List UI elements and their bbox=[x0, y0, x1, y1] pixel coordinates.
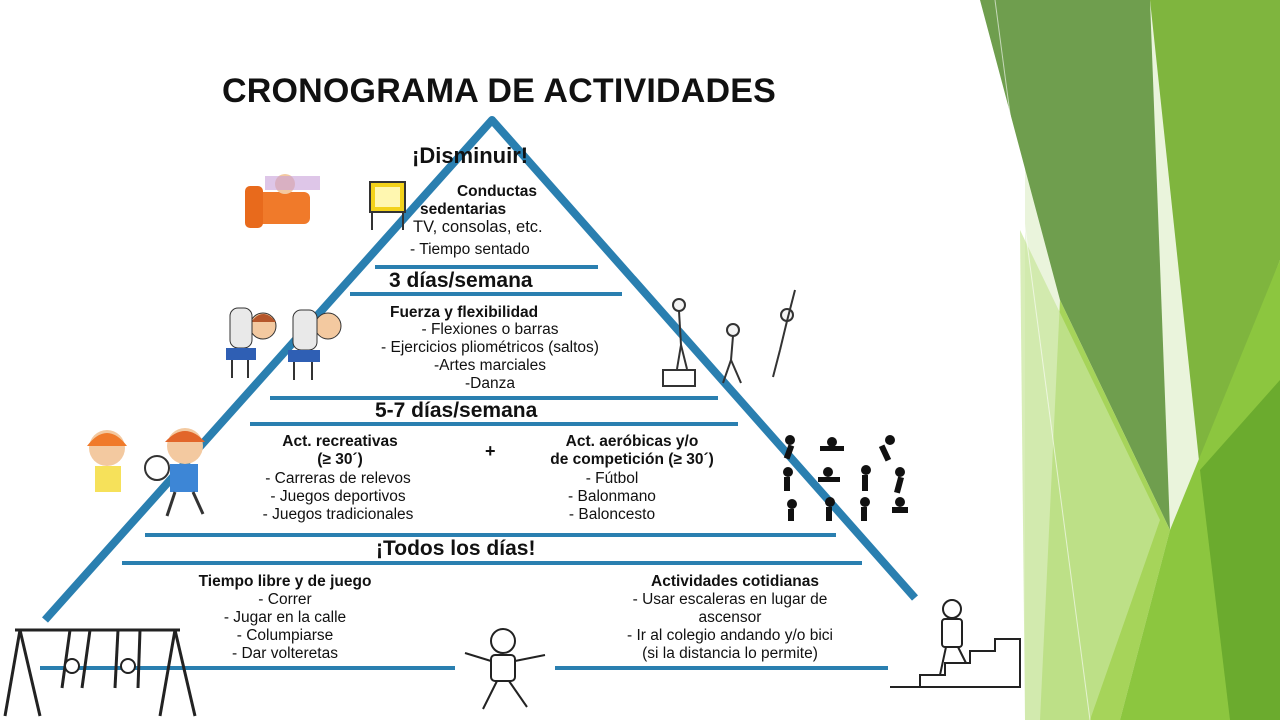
base-right-item-3: - Ir al colegio andando y/o bici bbox=[627, 627, 833, 644]
level2-item-1: - Flexiones o barras bbox=[421, 321, 559, 338]
kids-soccer-clipart bbox=[65, 420, 225, 520]
level2-band-label: 3 días/semana bbox=[389, 269, 533, 292]
level3-right-item-1: - Fútbol bbox=[585, 470, 639, 487]
sofa-tv-clipart bbox=[245, 170, 410, 235]
level3-left-item-2: - Juegos deportivos bbox=[270, 488, 406, 505]
top-band-label: ¡Disminuir! bbox=[412, 143, 529, 168]
level2-item-2: - Ejercicios pliométricos (saltos) bbox=[381, 339, 599, 356]
page-title: CRONOGRAMA DE ACTIVIDADES bbox=[222, 72, 777, 110]
level3-right-heading-2: de competición (≥ 30´) bbox=[550, 451, 714, 468]
level3-right-heading-1: Act. aeróbicas y/o bbox=[565, 433, 699, 450]
level2-heading: Fuerza y flexibilidad bbox=[390, 304, 539, 321]
level3-plus: + bbox=[485, 441, 496, 461]
base-left-item-2: - Jugar en la calle bbox=[223, 609, 347, 626]
jumping-athlete-clipart bbox=[655, 285, 815, 390]
level3-left-item-1: - Carreras de relevos bbox=[265, 470, 411, 487]
top-item-2: - Tiempo sentado bbox=[410, 241, 530, 258]
base-right-item-4: (si la distancia lo permite) bbox=[642, 645, 818, 662]
base-right-item-1: - Usar escaleras en lugar de bbox=[632, 591, 828, 608]
level2-item-4: -Danza bbox=[465, 375, 515, 392]
base-band-label: ¡Todos los días! bbox=[376, 537, 536, 560]
base-right-item-2: ascensor bbox=[698, 609, 762, 626]
level3-right-item-3: - Baloncesto bbox=[568, 506, 656, 523]
sport-pictograms-clipart bbox=[770, 430, 920, 525]
level2-item-3: -Artes marciales bbox=[434, 357, 546, 374]
level3-left-heading-1: Act. recreativas bbox=[282, 433, 398, 450]
base-right-heading: Actividades cotidianas bbox=[651, 573, 819, 590]
level3-left-item-3: - Juegos tradicionales bbox=[262, 506, 414, 523]
level3-left-heading-2: (≥ 30´) bbox=[317, 451, 363, 468]
base-left-item-4: - Dar volteretas bbox=[232, 645, 338, 662]
stairs-clipart bbox=[890, 595, 1025, 695]
running-child-clipart bbox=[455, 625, 555, 713]
level3-right-item-2: - Balonmano bbox=[568, 488, 656, 505]
top-item-1: TV, consolas, etc. bbox=[413, 218, 543, 236]
top-heading-line1: Conductas bbox=[456, 183, 538, 200]
level3-band-label: 5-7 días/semana bbox=[375, 399, 538, 422]
base-left-item-1: - Correr bbox=[258, 591, 312, 608]
top-heading-line2: sedentarias bbox=[420, 201, 507, 218]
base-left-heading: Tiempo libre y de juego bbox=[198, 573, 372, 590]
base-left-item-3: - Columpiarse bbox=[236, 627, 334, 644]
